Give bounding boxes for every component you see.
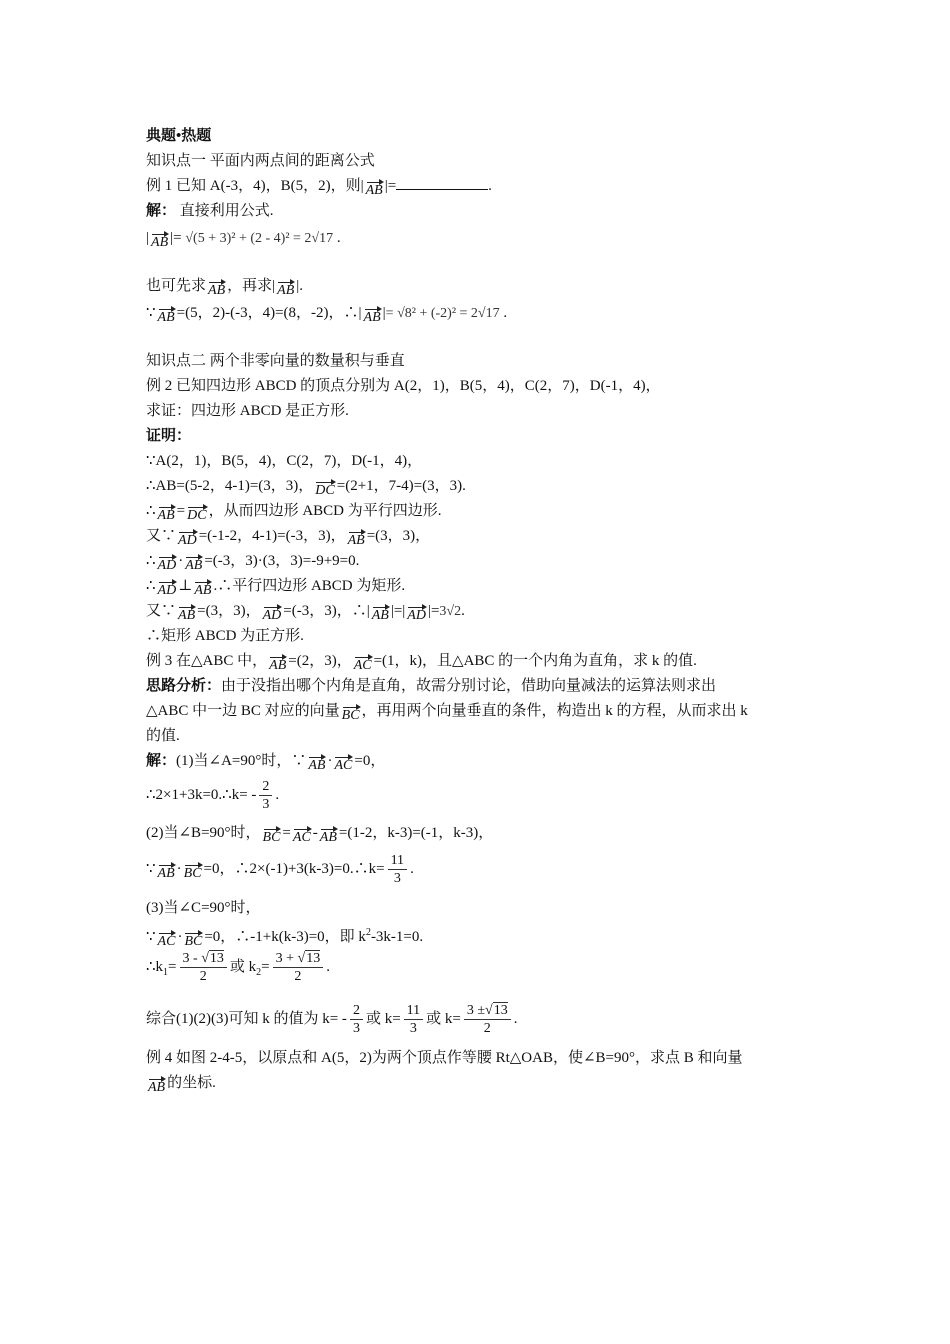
vector-bc: BC <box>184 862 202 881</box>
example-3-analysis-line-2: △ABC 中一边 BC 对应的向量 BC ，再用两个向量垂直的条件，构造出 k 的方程，从而求出 k <box>146 703 748 723</box>
vector-dc: DC <box>315 479 334 498</box>
vector-ab: AB <box>178 604 195 623</box>
example-3-solution-6: ∵ AC · BC =0，∴-1+k(k-3)=0，即 $k^2-3k-1=0$. <box>146 927 424 949</box>
proof-line-5: ∴ AD · AB =(-3，3)·(3，3)=-9+9=0. <box>146 553 360 573</box>
vector-bc: BC <box>263 826 281 845</box>
proof-line-3: ∴ AB = DC ，从而四边形 ABCD 为平行四边形. <box>146 503 442 523</box>
example-3-solution-1: 解：(1)当∠A=90°时，∵ AB · AC =0， <box>146 753 386 773</box>
vector-ab: AB <box>366 179 383 198</box>
vector-dc: DC <box>187 504 206 523</box>
vector-ab: AB <box>320 826 337 845</box>
vector-ab: AB <box>269 654 286 673</box>
example-3-question: 例 3 在△ABC 中， AB =(2，3)， AC =(1，k)，且△ABC 的一个内角为直角，求 k 的值. <box>146 653 697 673</box>
vector-ab: AB <box>148 1076 165 1095</box>
vector-ad: AD <box>263 604 282 623</box>
vector-ab: AB <box>185 554 202 573</box>
vector-ac: AC <box>354 654 372 673</box>
vector-ab: AB <box>158 862 175 881</box>
vector-ad: AD <box>158 554 177 573</box>
vector-ab: AB <box>158 504 175 523</box>
proof-line-7: 又∵ AB =(3，3)， AD =(-3，3)，∴| AB |=| AD |=3√2. <box>146 603 465 623</box>
vector-ab: AB <box>151 231 168 250</box>
example-3-solution-7: $\therefore k_1=$ $\frac{3 - √13}{2}$ 或 $k_2=$ $\frac{3 + √13}{2}$ . <box>146 951 330 985</box>
vector-ad: AD <box>158 579 177 598</box>
knowledge-point-1-title: 知识点一 平面内两点间的距离公式 <box>146 153 375 169</box>
proof-line-2: ∴AB=(5-2，4-1)=(3，3)， DC =(2+1，7-4)=(3，3). <box>146 478 466 498</box>
vector-ab: AB <box>158 306 175 325</box>
example-3-solution-2: ∴2×1+3k=0.∴k= - $\frac{2}{3}$ . <box>146 779 280 813</box>
proof-line-8: ∴矩形 ABCD 为正方形. <box>146 628 304 644</box>
example-2-question-line-1: 例 2 已知四边形 ABCD 的顶点分别为 A(2，1)，B(5，4)，C(2，7)，D(-1，4)， <box>146 378 661 394</box>
proof-line-4: 又∵ AD =(-1-2，4-1)=(-3，3)， AB =(3，3)， <box>146 528 431 548</box>
vector-ac: AC <box>293 826 311 845</box>
example-3-analysis-line-1: 思路分析：由于没指出哪个内角是直角，故需分别讨论，借助向量减法的运算法则求出 <box>146 678 717 694</box>
example-3-analysis-line-3: 的值. <box>146 728 180 744</box>
knowledge-point-2-title: 知识点二 两个非零向量的数量积与垂直 <box>146 353 405 369</box>
example-2-proof-label: 证明： <box>146 428 192 444</box>
vector-ab: AB <box>372 604 389 623</box>
example-1-formula-1: | AB |= √(5 + 3)² + (2 - 4)² = 2√17 . <box>146 230 341 250</box>
example-1-solution: 解： 直接利用公式. <box>146 203 274 219</box>
example-4-question-line-2: AB 的坐标. <box>148 1075 216 1095</box>
example-3-solution-4: ∵ AB · BC =0，∴2×(-1)+3(k-3)=0.∴k= $\frac{11}{3}$ . <box>146 853 414 887</box>
vector-ab: AB <box>208 279 225 298</box>
vector-ad: AD <box>178 529 197 548</box>
example-2-question-line-2: 求证：四边形 ABCD 是正方形. <box>146 403 349 419</box>
example-3-solution-5: (3)当∠C=90°时， <box>146 900 261 916</box>
vector-bc: BC <box>342 704 360 723</box>
vector-ad: AD <box>407 604 426 623</box>
example-4-question-line-1: 例 4 如图 2-4-5，以原点和 A(5，2)为两个顶点作等腰 Rt△OAB，使∠B=90°，求点 B 和向量 <box>146 1050 743 1066</box>
example-3-solution-3: (2)当∠B=90°时， BC = AC - AB =(1-2，k-3)=(-1，k-3)， <box>146 825 494 845</box>
example-1-formula-2: ∵ AB =(5，2)-(-3，4)=(8，-2)，∴| AB |= √8² + (-2)² = 2√17 . <box>146 305 508 325</box>
vector-bc: BC <box>184 930 202 949</box>
vector-ab: AB <box>308 754 325 773</box>
example-3-conclusion: 综合(1)(2)(3)可知 k 的值为 k= - $\frac{2}{3}$ 或 k= $\frac{11}{3}$ 或 k= $\frac{3 \pm√13}{2}$ . <box>146 1003 518 1037</box>
vector-ab: AB <box>348 529 365 548</box>
vector-ab: AB <box>364 306 381 325</box>
vector-ac: AC <box>334 754 352 773</box>
proof-line-1: ∵A(2，1)，B(5，4)，C(2，7)，D(-1，4)， <box>146 453 423 469</box>
example-1-alternative: 也可先求 AB ，再求| AB |. <box>146 278 304 298</box>
example-1-question: 例 1 已知 A(-3，4)，B(5，2)，则| AB |= . <box>146 178 492 198</box>
answer-blank <box>396 177 488 190</box>
proof-line-6: ∴ AD ⊥ AB .∴平行四边形 ABCD 为矩形. <box>146 578 406 598</box>
vector-ab: AB <box>277 279 294 298</box>
section-heading: 典题•热题 <box>146 128 212 144</box>
vector-ab: AB <box>194 579 211 598</box>
vector-ac: AC <box>158 930 176 949</box>
